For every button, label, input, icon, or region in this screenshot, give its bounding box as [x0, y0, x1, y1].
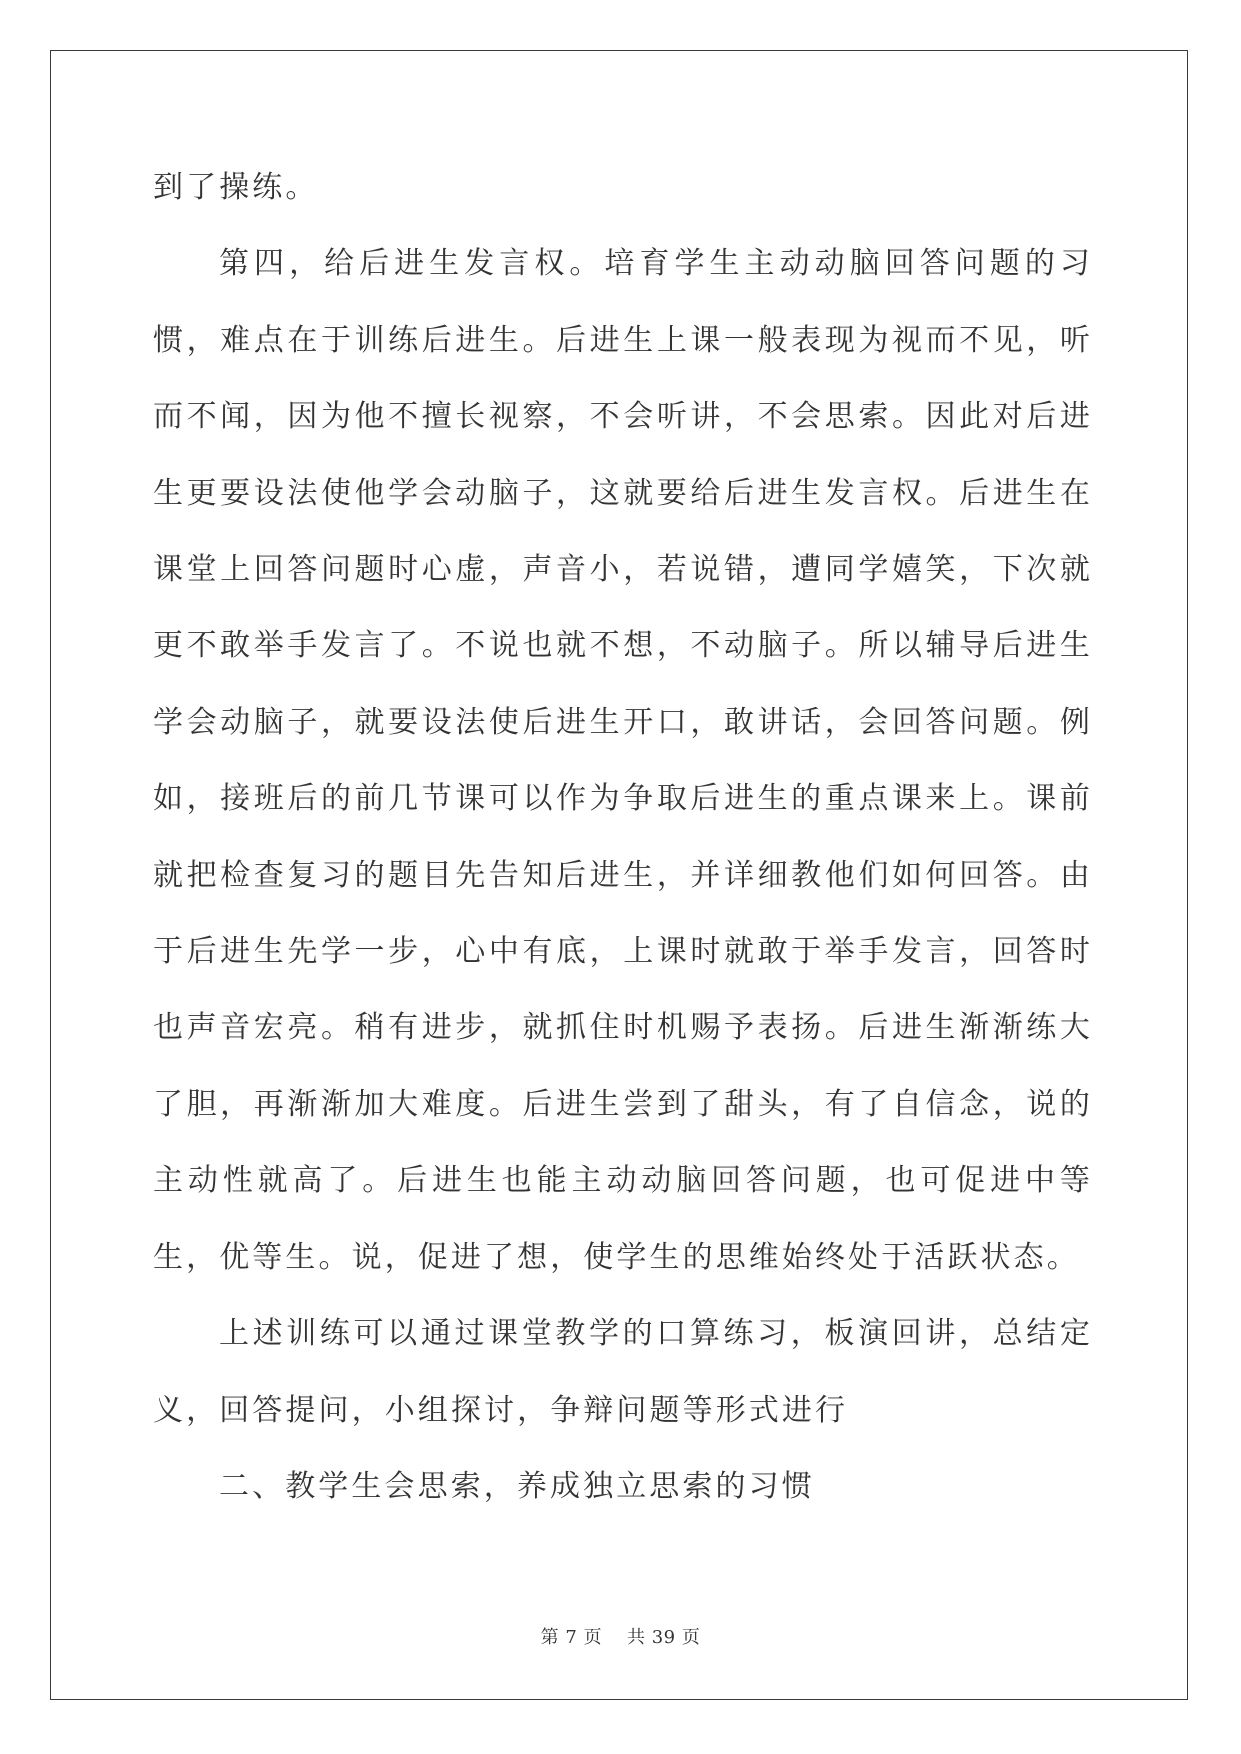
- page-footer: [0, 1623, 1241, 1649]
- document-body: [153, 150, 1093, 1525]
- page-total: 共 39 页: [626, 1627, 701, 1648]
- paragraph-2: 第四，给后进生发言权。培育学生主动动脑回答问题的习惯，难点在于训练后进生。后进生上课一般表现为视而不见，听而不闻，因为他不擅长视察，不会听讲，不会思索。因此对后进生更要设法使他学会动脑子，这就要给后进生发言权。后进生在课堂上回答问题时心虚，声音小，若说错，遭同学嬉笑，下次就更不敢举手发言了。不说也就不想，不动脑子。所以辅导后进生学会动脑子，就要设法使后进生开口，敢讲话，会回答问题。例如，接班后的前几节课可以作为争取后进生的重点课来上。课前就把检查复习的题目先告知后进生，并详细教他们如何回答。由于后进生先学一步，心中有底，上课时就敢于举手发言，回答时也声音宏亮。稍有进步，就抓住时机赐予表扬。后进生渐渐练大了胆，再渐渐加大难度。后进生尝到了甜头，有了自信念，说的主动性就高了。后进生也能主动动脑回答问题，也可促进中等生，优等生。说，促进了想，使学生的思维始终处于活跃状态。: [153, 246, 1093, 1275]
- page-number: 第 7 页: [540, 1627, 603, 1648]
- paragraph-3: 上述训练可以通过课堂教学的口算练习，板演回讲，总结定义，回答提问，小组探讨，争辩问题等形式进行: [153, 1316, 1093, 1428]
- paragraph-1: 到了操练。: [153, 170, 319, 205]
- paragraph-4: 二、教学生会思索，养成独立思索的习惯: [219, 1468, 815, 1504]
